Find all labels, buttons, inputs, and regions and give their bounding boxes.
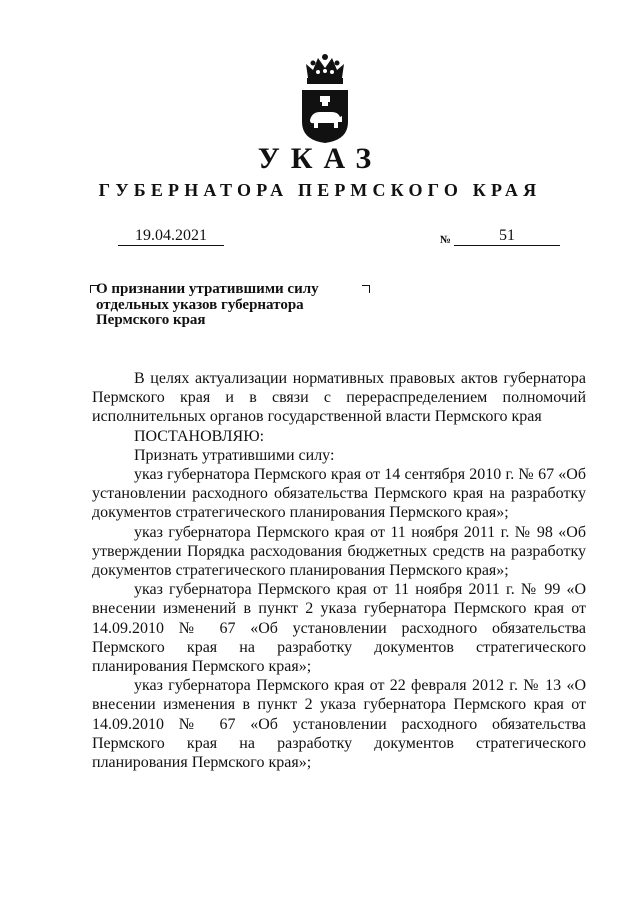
document-title: УКАЗ bbox=[257, 142, 383, 175]
heading-line: О признании утратившими силу bbox=[96, 281, 319, 297]
body-list-item: указ губернатора Пермского края от 11 ноября 2011 г. № 98 «Об утверждении Порядка расходования бюджетных средств на разработку документов стратегического планирования Пермского края»; bbox=[92, 523, 586, 580]
heading-corner-right bbox=[362, 285, 370, 293]
body-paragraph: Признать утратившими силу: bbox=[134, 446, 335, 464]
document-number: 51 bbox=[454, 228, 560, 246]
body-list-item: указ губернатора Пермского края от 11 ноября 2011 г. № 99 «О внесении изменений в пункт 2 указа губернатора Пермского края от 14.09.2010 № 67 «Об установлении расходного обязательства Пермского края на разработку документов стратегического планирования Пермского края»; bbox=[92, 581, 586, 676]
perm-krai-coat-of-arms-icon bbox=[298, 52, 352, 144]
heading-line: Пермского края bbox=[96, 312, 206, 328]
document-subtitle: ГУБЕРНАТОРА ПЕРМСКОГО КРАЯ bbox=[98, 180, 542, 200]
document-number-label: № bbox=[440, 234, 452, 246]
document-body bbox=[92, 369, 586, 772]
body-paragraph: В целях актуализации нормативных правовых актов губернатора Пермского края и в связи с перераспределением полномочий исполнительных органов государственной власти Пермского края bbox=[92, 370, 586, 426]
document-heading bbox=[96, 282, 336, 329]
body-paragraph-resolve: ПОСТАНОВЛЯЮ: bbox=[134, 427, 265, 445]
body-list-item: указ губернатора Пермского края от 14 сентября 2010 г. № 67 «Об установлении расходного обязательства Пермского края на разработку документов стратегического планирования Пермского края»; bbox=[92, 466, 586, 522]
body-list-item: указ губернатора Пермского края от 22 февраля 2012 г. № 13 «О внесении изменения в пункт 2 указа губернатора Пермского края от 14.09.2010 № 67 «Об установлении расходного обязательства Пермского края на разработку документов стратегического планирования Пермского края»; bbox=[92, 677, 586, 772]
document-date: 19.04.2021 bbox=[118, 228, 224, 246]
heading-line: отдельных указов губернатора bbox=[96, 296, 304, 313]
